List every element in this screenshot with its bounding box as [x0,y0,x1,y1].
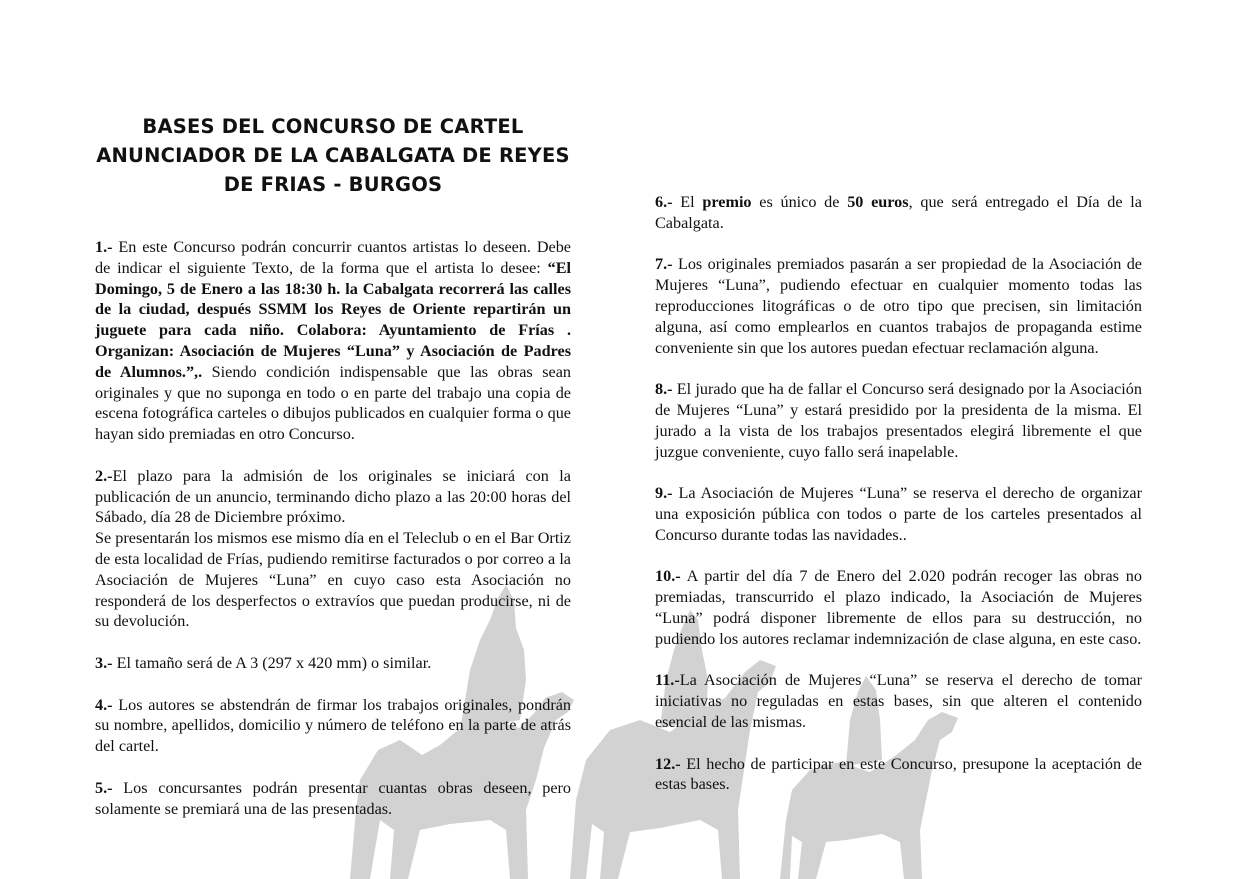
base-number: 1.- [95,238,113,256]
base-text: Los concursantes podrán presentar cuantas obras deseen, pero solamente se premiará una de las presentadas. [95,778,571,818]
base-number: 8.- [655,380,673,399]
title-line-3: DE FRIAS - BURGOS [223,173,443,196]
base-text: Siendo condición indispensable que las obras sean originales y que no suponga en todo o en parte del trabajo una copia de escena fotográfica carteles o dibujos publicados en cualquier forma o que hayan sido premiadas en otro Concurso. [95,362,571,444]
base-text: El hecho de participar en este Concurso, presupone la aceptación de estas bases. [655,754,1142,794]
base-text: En este Concurso podrán concurrir cuantos artistas lo deseen. Debe de indicar el siguiente Texto, de la forma que el artista lo desee: [95,238,571,277]
base-number: 3.- [95,653,113,672]
left-column [95,237,571,840]
base-number: 11.- [655,671,680,690]
prize-amount: 50 euros [847,193,909,211]
base-1 [95,237,571,445]
base-text: es único de [751,193,848,211]
base-11 [655,670,1142,732]
base-3 [95,653,571,674]
right-column [655,192,1142,816]
base-text: Los originales premiados pasarán a ser propiedad de la Asociación de Mujeres “Luna”, pudiendo efectuar en cualquier momento todas las reproducciones litográficas o de otro tipo que precisen, sin limitación alguna, así como emplearlos en cuantos trabajos de propaganda estime conveniente sin que los autores puedan efectuar reclamación alguna. [655,255,1142,357]
base-number: 5.- [95,778,113,797]
base-text: El [672,193,703,211]
base-number: 4.- [95,695,113,714]
base-number: 9.- [655,484,673,503]
base-6 [655,192,1142,234]
base-5 [95,778,571,820]
base-8 [655,379,1142,462]
base-text: El jurado que ha de fallar el Concurso será designado por la Asociación de Mujeres “Luna” y estará presidido por la presidenta de la misma. El jurado a la vista de los trabajos presentados elegirá libremente el que juzgue conveniente, cuyo fallo será inapelable. [655,380,1142,461]
base-number: 2.- [95,466,113,485]
base-number: 7.- [655,255,673,274]
document-title [75,112,591,199]
base-text: El tamaño será de A 3 (297 x 420 mm) o similar. [112,653,432,672]
base-text: Los autores se abstendrán de firmar los trabajos originales, pondrán su nombre, apellidos, domicilio y número de teléfono en la parte de atrás del cartel. [95,695,571,756]
base-text: A partir del día 7 de Enero del 2.020 podrán recoger las obras no premiadas, transcurrido el plazo indicado, la Asociación de Mujeres “Luna” podrá disponer libremente de ellos para su destrucción, no pudiendo los autores reclamar indemnización de clase alguna, en este caso. [655,567,1142,648]
base-number: 10.- [655,567,681,586]
base-7 [655,254,1142,358]
base-12 [655,754,1142,796]
base-10 [655,566,1142,649]
base-number: 6.- [655,193,673,211]
required-announcement-text: “El Domingo, 5 de Enero a las 18:30 h. la Cabalgata recorrerá las calles de la ciudad, después SSMM los Reyes de Oriente repartirán un juguete para cada niño. Colabora: Ayuntamiento de Frías . Organizan: Asociación de Mujeres “Luna” y Asociación de Padres de Alumnos.”,. [95,258,571,381]
base-number: 12.- [655,754,681,773]
base-9 [655,483,1142,545]
base-text: , que será entregado el Día de la Cabalgata. [655,193,1142,232]
base-4 [95,695,571,757]
base-2-continued [95,528,571,632]
base-2 [95,466,571,528]
title-line-1: BASES DEL CONCURSO DE CARTEL [142,115,524,138]
base-text: Se presentarán los mismos ese mismo día en el Teleclub o en el Bar Ortiz de esta localidad de Frías, pudiendo remitirse facturados o por correo a la Asociación de Mujeres “Luna” en cuyo caso esta Asociación no responderá de los desperfectos o extravíos que puedan producirse, ni de su devolución. [95,529,571,631]
base-text: La Asociación de Mujeres “Luna” se reserva el derecho de tomar iniciativas no reguladas en estas bases, sin que alteren el contenido esencial de las mismas. [655,671,1142,731]
prize-label: premio [702,193,752,211]
title-line-2: ANUNCIADOR DE LA CABALGATA DE REYES [96,144,570,167]
base-text: El plazo para la admisión de los originales se iniciará con la publicación de un anuncio, terminando dicho plazo a las 20:00 horas del Sábado, día 28 de Diciembre próximo. [95,466,571,527]
base-text: La Asociación de Mujeres “Luna” se reserva el derecho de organizar una exposición pública con todos o parte de los carteles presentados al Concurso durante todas las navidades.. [655,484,1142,544]
